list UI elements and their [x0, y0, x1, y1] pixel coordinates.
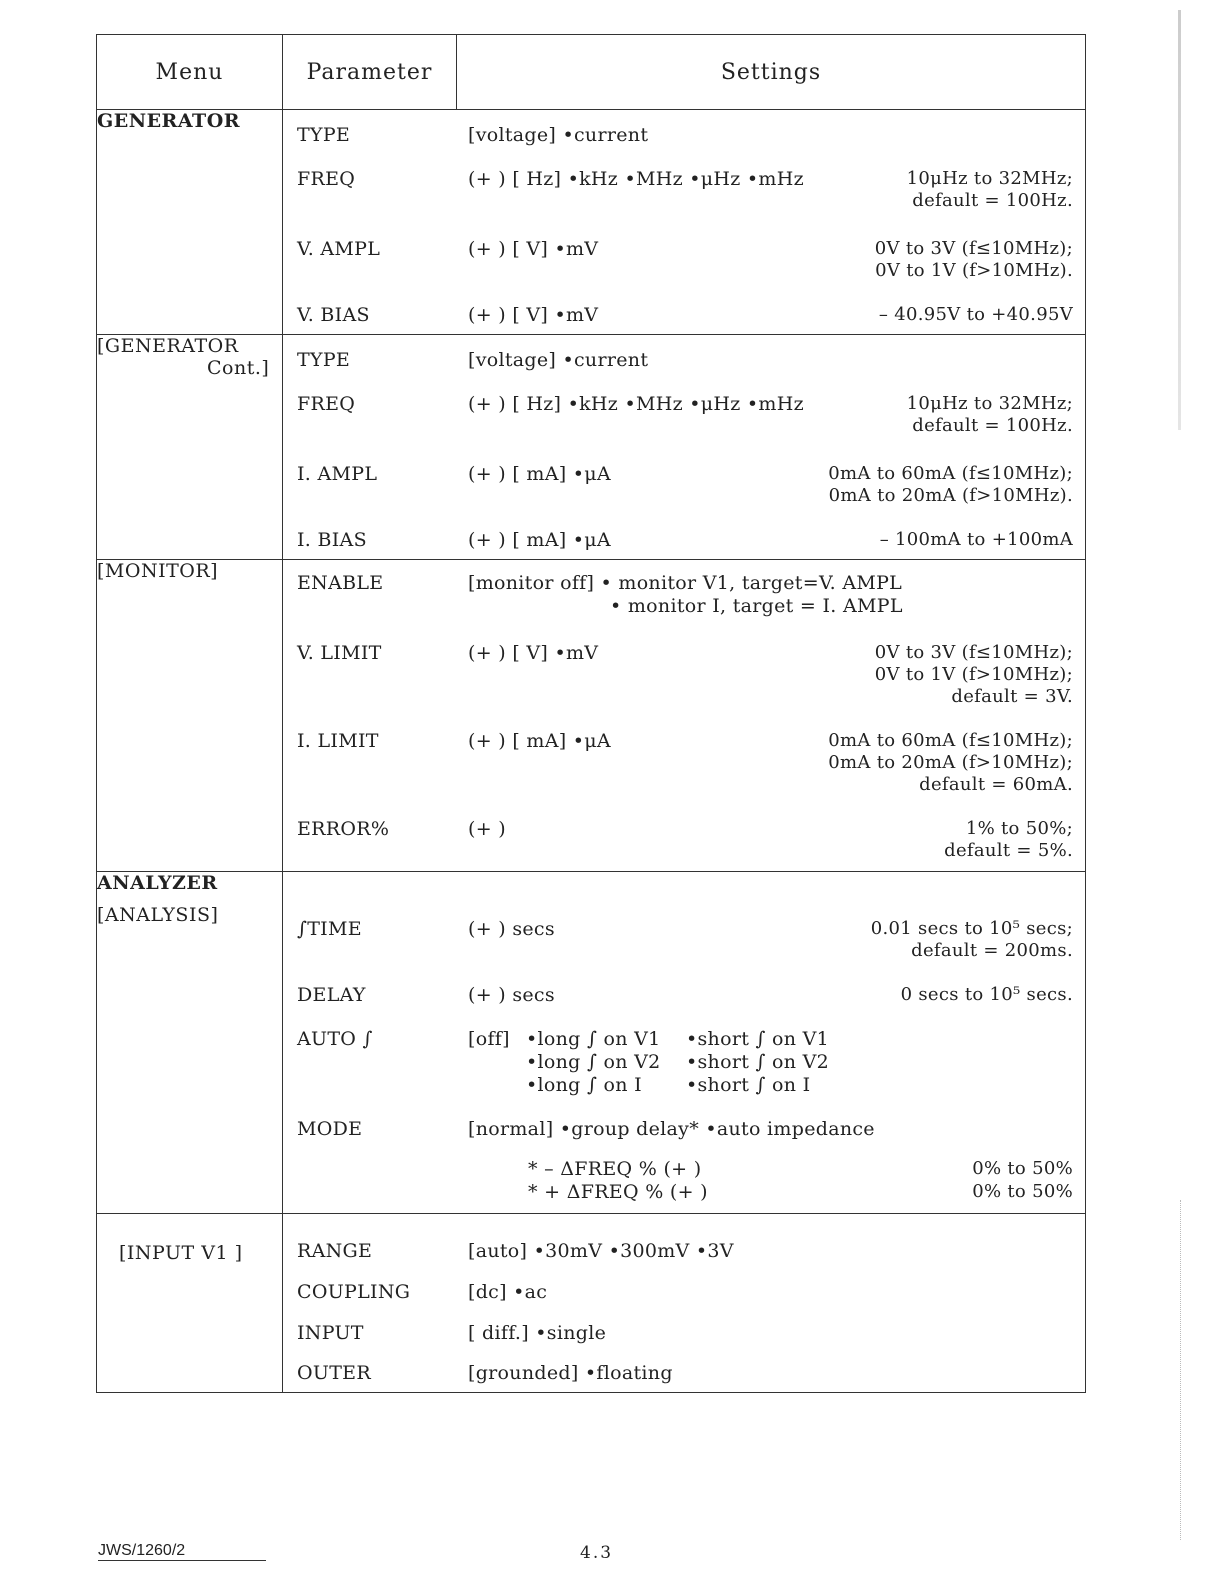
range-line: default = 100Hz. [912, 190, 1073, 211]
range-line: default = 60mA. [919, 774, 1073, 795]
sub-option: * + ΔFREQ % (+ ) [528, 1181, 708, 1203]
param-options: (+ ) [ V] •mV [468, 304, 599, 326]
section-generator [97, 110, 1086, 335]
param-name: I. BIAS [297, 529, 367, 551]
param-range [828, 730, 1073, 796]
param-name: I. AMPL [297, 463, 378, 485]
document-id-text: JWS/1260/2 [98, 1542, 186, 1559]
option: •long ∫ on I [526, 1074, 642, 1096]
param-name: ERROR% [297, 818, 390, 840]
menu-label: ANALYZER [97, 872, 218, 894]
param-settings [456, 463, 1085, 529]
menu-monitor [97, 560, 283, 872]
param-options: (+ ) secs [468, 984, 555, 1006]
menu-generator-cont [97, 335, 283, 560]
param-options-line2: • monitor I, target = I. AMPL [610, 595, 903, 617]
param-settings [456, 918, 1085, 984]
param-options: (+ ) secs [468, 918, 555, 940]
section-monitor [97, 560, 1086, 872]
param-range: – 40.95V to +40.95V [878, 304, 1073, 325]
param-name: V. LIMIT [297, 642, 382, 664]
range-line: 0mA to 20mA (f>10MHz); [828, 752, 1073, 773]
param-row [283, 1322, 1085, 1362]
auto-integration-options [468, 1028, 1073, 1097]
param-range [875, 238, 1073, 282]
param-name: TYPE [297, 124, 351, 146]
param-row [283, 730, 1085, 818]
menu-label: [GENERATOR [97, 335, 239, 357]
param-row [283, 1240, 1085, 1281]
param-range [907, 393, 1073, 437]
option: •short ∫ on I [686, 1074, 811, 1096]
param-settings [456, 984, 1085, 1028]
page-number: 4.3 [580, 1543, 614, 1563]
param-name: DELAY [297, 984, 366, 1006]
menu-header: Menu [97, 35, 283, 110]
param-row [283, 304, 1085, 334]
param-row [283, 529, 1085, 559]
param-options: [dc] •ac [468, 1281, 548, 1303]
parameter-header: Parameter [283, 35, 457, 110]
page-edge [1178, 10, 1181, 430]
sub-option-row [468, 1158, 1073, 1181]
param-name: OUTER [297, 1362, 371, 1384]
range-line: default = 3V. [951, 686, 1073, 707]
param-row [283, 818, 1085, 862]
param-options: [normal] •group delay* •auto impedance [468, 1118, 875, 1140]
section-body [283, 110, 1086, 335]
menu-input-v1 [97, 1214, 283, 1393]
option: •long ∫ on V2 [526, 1051, 661, 1073]
param-row [283, 572, 1085, 642]
param-settings [456, 818, 1085, 862]
param-settings [456, 304, 1085, 334]
sub-range: 0% to 50% [972, 1181, 1073, 1202]
param-row [283, 1281, 1085, 1322]
range-line: 0mA to 60mA (f≤10MHz); [828, 463, 1073, 484]
param-row [283, 1028, 1085, 1118]
param-name: COUPLING [297, 1281, 411, 1303]
param-row [283, 393, 1085, 459]
param-name: AUTO ∫ [297, 1028, 373, 1050]
param-row [283, 168, 1085, 234]
page-edge [1180, 1200, 1183, 1540]
document-id [98, 1542, 185, 1560]
param-name: V. AMPL [297, 238, 381, 260]
range-line: 0mA to 60mA (f≤10MHz); [828, 730, 1073, 751]
param-row [283, 124, 1085, 168]
menu-generator [97, 110, 283, 335]
param-name: MODE [297, 1118, 363, 1140]
param-range: 0 secs to 10⁵ secs. [900, 984, 1073, 1005]
param-row [283, 234, 1085, 304]
param-options: [auto] •30mV •300mV •3V [468, 1240, 734, 1262]
option: •short ∫ on V2 [686, 1051, 830, 1073]
param-name: ENABLE [297, 572, 384, 594]
param-settings [456, 572, 1085, 642]
param-range: – 100mA to +100mA [879, 529, 1073, 550]
underline [98, 1560, 266, 1561]
section-generator-cont [97, 335, 1086, 560]
param-settings [456, 1028, 1085, 1118]
param-row [283, 459, 1085, 529]
param-settings [456, 168, 1085, 234]
option: •long ∫ on V1 [526, 1028, 661, 1050]
param-options: [grounded] •floating [468, 1362, 673, 1384]
param-row [283, 1362, 1085, 1392]
menu-label: [INPUT V1 ] [119, 1242, 243, 1264]
param-range [871, 918, 1073, 962]
param-options: [voltage] •current [468, 124, 649, 146]
sub-option-row [468, 1181, 1073, 1204]
menu-analyzer [97, 872, 283, 1214]
menu-label: [MONITOR] [97, 560, 219, 582]
section-body [283, 560, 1086, 872]
range-line: 0mA to 20mA (f>10MHz). [828, 485, 1073, 506]
param-row [283, 349, 1085, 393]
param-options: (+ ) [ mA] •μA [468, 730, 611, 752]
param-settings [456, 642, 1085, 730]
param-options: [ diff.] •single [468, 1322, 607, 1344]
range-line: 0V to 3V (f≤10MHz); [874, 238, 1073, 259]
param-settings [456, 393, 1085, 459]
section-body [283, 872, 1086, 1214]
param-settings [456, 238, 1085, 304]
param-name: FREQ [297, 393, 356, 415]
param-name: TYPE [297, 349, 351, 371]
header-row [97, 35, 1086, 110]
param-name: FREQ [297, 168, 356, 190]
param-options: (+ ) [ mA] •μA [468, 463, 611, 485]
param-settings [456, 730, 1085, 818]
param-range [944, 818, 1073, 862]
settings-header: Settings [457, 35, 1086, 110]
range-line: 0V to 1V (f>10MHz); [874, 664, 1073, 685]
range-line: default = 200ms. [911, 940, 1073, 961]
param-name: INPUT [297, 1322, 364, 1344]
range-line: 0V to 1V (f>10MHz). [875, 260, 1073, 281]
section-analyzer [97, 872, 1086, 1214]
menu-label: GENERATOR [97, 110, 241, 132]
section-body [283, 335, 1086, 560]
range-line: 1% to 50%; [965, 818, 1073, 839]
param-options: (+ ) [ V] •mV [468, 642, 599, 664]
param-row [283, 984, 1085, 1028]
range-line: 0.01 secs to 10⁵ secs; [870, 918, 1073, 939]
param-settings [456, 529, 1085, 559]
option [468, 1074, 526, 1097]
param-options: [voltage] •current [468, 349, 649, 371]
range-line: default = 5%. [944, 840, 1073, 861]
settings-table [96, 34, 1086, 1393]
param-range [828, 463, 1073, 507]
param-options: (+ ) [ V] •mV [468, 238, 599, 260]
option: [off] [468, 1028, 510, 1050]
param-name: ∫TIME [297, 918, 362, 940]
param-options: (+ ) [ Hz] •kHz •MHz •μHz •mHz [468, 168, 804, 190]
param-options: (+ ) [ Hz] •kHz •MHz •μHz •mHz [468, 393, 804, 415]
param-row [283, 642, 1085, 730]
range-line: 10μHz to 32MHz; [906, 393, 1073, 414]
param-settings [456, 1118, 1085, 1208]
param-row [283, 918, 1085, 984]
menu-label-cont: Cont.] [207, 357, 270, 379]
param-name: RANGE [297, 1240, 373, 1262]
param-name: V. BIAS [297, 304, 370, 326]
param-options: (+ ) [468, 818, 506, 840]
range-line: 0V to 3V (f≤10MHz); [874, 642, 1073, 663]
param-name: I. LIMIT [297, 730, 379, 752]
range-line: 10μHz to 32MHz; [906, 168, 1073, 189]
range-line: default = 100Hz. [912, 415, 1073, 436]
menu-sub-label: [ANALYSIS] [97, 904, 219, 926]
param-range [907, 168, 1073, 212]
param-options: (+ ) [ mA] •μA [468, 529, 611, 551]
sub-option: * – ΔFREQ % (+ ) [528, 1158, 702, 1180]
param-options: [monitor off] • monitor V1, target=V. AMPL [468, 572, 903, 594]
param-row [283, 1118, 1085, 1208]
option: •short ∫ on V1 [686, 1028, 830, 1050]
section-body [283, 1214, 1086, 1393]
param-range [875, 642, 1073, 708]
sub-range: 0% to 50% [972, 1158, 1073, 1179]
option [468, 1051, 526, 1074]
section-input-v1 [97, 1214, 1086, 1393]
